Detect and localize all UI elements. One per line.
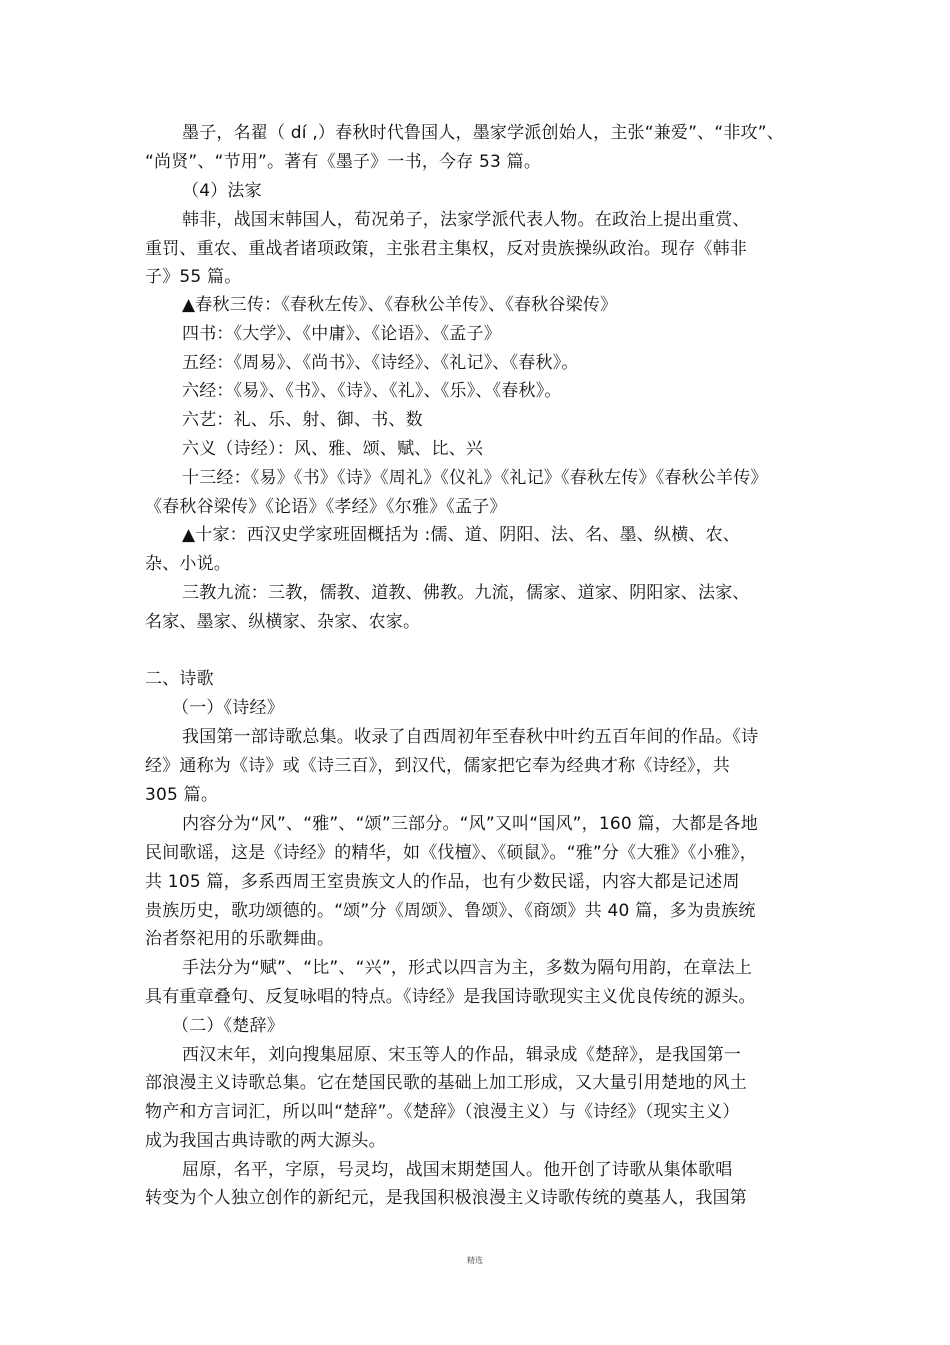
paragraph-line: 韩非，战国末韩国人，荀况弟子，法家学派代表人物。在政治上提出重赏、 (182, 210, 750, 230)
paragraph-line: 三教九流：三教，儒教、道教、佛教。九流，儒家、道家、阴阳家、法家、 (182, 583, 750, 603)
paragraph-line: 十三经：《易》《书》《诗》《周礼》《仪礼》《礼记》《春秋左传》《春秋公羊传》 (182, 468, 768, 488)
section-heading: （一）《诗经》 (172, 698, 284, 718)
paragraph-line: ▲春秋三传：《春秋左传》、《春秋公羊传》、《春秋谷梁传》 (182, 295, 618, 315)
paragraph-line: 成为我国古典诗歌的两大源头。 (145, 1131, 386, 1151)
paragraph-line: 五经：《周易》、《尚书》、《诗经》、《礼记》、《春秋》。 (182, 353, 579, 373)
page-footer: 精选 (467, 1256, 483, 1265)
paragraph-line: 屈原，名平，字原，号灵均，战国末期楚国人。他开创了诗歌从集体歌唱 (182, 1160, 733, 1180)
paragraph-line: 六义（诗经）：风、雅、颂、赋、比、兴 (182, 439, 484, 459)
paragraph-line: 内容分为“风”、“雅”、“颂”三部分。“风”又叫“国风”，160 篇，大都是各地 (182, 814, 758, 834)
paragraph-line: 四书：《大学》、《中庸》、《论语》、《孟子》 (182, 324, 501, 344)
paragraph-line: 西汉末年，刘向搜集屈原、宋玉等人的作品，辑录成《楚辞》，是我国第一 (182, 1045, 742, 1065)
paragraph-line: 民间歌谣，这是《诗经》的精华，如《伐檀》、《硕鼠》。“雅”分《大雅》《小雅》， (145, 843, 757, 863)
paragraph-line: “尚贤”、“节用”。著有《墨子》一书，今存 53 篇。 (145, 152, 542, 172)
paragraph-line: 部浪漫主义诗歌总集。它在楚国民歌的基础上加工形成，又大量引用楚地的风土 (145, 1073, 747, 1093)
paragraph-line: 贵族历史，歌功颂德的。“颂”分《周颂》、鲁颂》、《商颂》共 40 篇，多为贵族统 (145, 901, 756, 921)
paragraph-line: 经》通称为《诗》或《诗三百》，到汉代，儒家把它奉为经典才称《诗经》，共 (145, 756, 730, 776)
paragraph-line: 名家、墨家、纵横家、杂家、农家。 (145, 612, 421, 632)
paragraph-line: 《春秋谷梁传》《论语》《孝经》《尔雅》《孟子》 (145, 497, 507, 517)
paragraph-line: 治者祭祀用的乐歌舞曲。 (145, 929, 335, 949)
paragraph-line: 六经：《易》、《书》、《诗》、《礼》、《乐》、《春秋》。 (182, 381, 562, 401)
paragraph-line: 六艺：礼、乐、射、御、书、数 (182, 410, 423, 430)
paragraph-line: 我国第一部诗歌总集。收录了自西周初年至春秋中叶约五百年间的作品。《诗 (182, 727, 759, 747)
paragraph-line: 重罚、重农、重战者诸项政策，主张君主集权，反对贵族操纵政治。现存《韩非 (145, 239, 747, 259)
paragraph-line: 杂、小说。 (145, 554, 231, 574)
paragraph-line: 305 篇。 (145, 785, 219, 805)
section-heading: （二）《楚辞》 (172, 1016, 284, 1036)
section-heading: （4）法家 (182, 181, 262, 201)
paragraph-line: ▲十家：西汉史学家班固概括为 :儒、道、阴阳、法、名、墨、纵横、农、 (182, 525, 741, 545)
paragraph-line: 手法分为“赋”、“比”、“兴”，形式以四言为主，多数为隔句用韵，在章法上 (182, 958, 753, 978)
paragraph-line: 物产和方言词汇，所以叫“楚辞”。《楚辞》（浪漫主义）与《诗经》（现实主义） (145, 1102, 740, 1122)
paragraph-line: 子》55 篇。 (145, 267, 242, 287)
paragraph-line: 具有重章叠句、反复咏唱的特点。《诗经》是我国诗歌现实主义优良传统的源头。 (145, 987, 756, 1007)
paragraph-line: 墨子，名翟（ dí ,）春秋时代鲁国人，墨家学派创始人，主张“兼爱”、“非攻”、 (182, 123, 784, 143)
paragraph-line: 转变为个人独立创作的新纪元，是我国积极浪漫主义诗歌传统的奠基人，我国第 (145, 1188, 747, 1208)
chapter-heading: 二、诗歌 (145, 669, 214, 689)
paragraph-line: 共 105 篇，多系西周王室贵族文人的作品，也有少数民谣，内容大都是记述周 (145, 872, 740, 892)
